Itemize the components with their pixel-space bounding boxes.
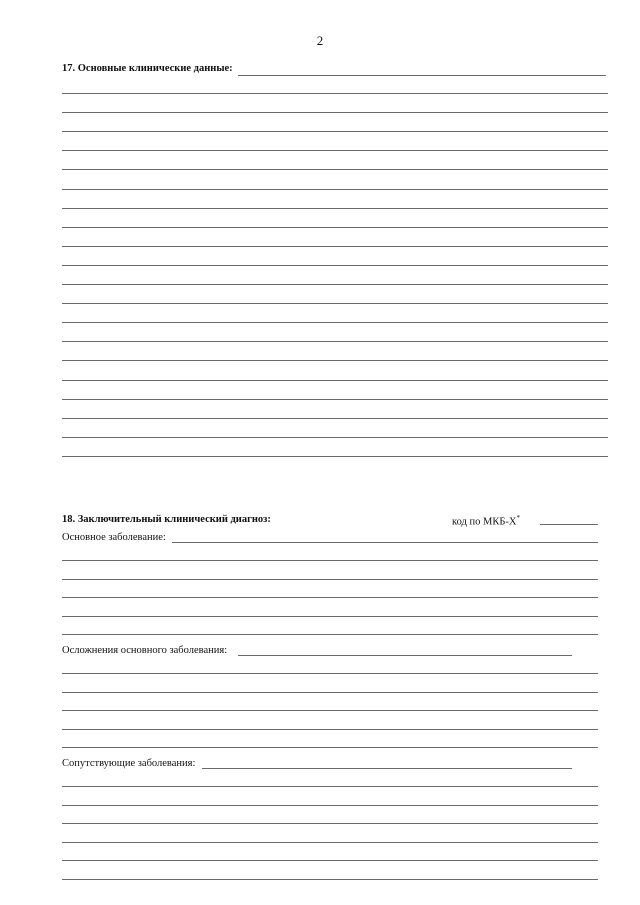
blank-line[interactable]: [62, 131, 608, 132]
blank-line[interactable]: [62, 169, 608, 170]
blank-line[interactable]: [62, 208, 608, 209]
blank-line[interactable]: [62, 597, 598, 598]
blank-line[interactable]: [62, 246, 608, 247]
icd-code-field[interactable]: [540, 524, 598, 525]
clinical-data-line[interactable]: [238, 75, 606, 76]
blank-line[interactable]: [62, 437, 608, 438]
blank-line[interactable]: [62, 747, 598, 748]
blank-line[interactable]: [62, 560, 598, 561]
blank-line[interactable]: [62, 805, 598, 806]
icd-footnote-mark: *: [516, 514, 520, 522]
main-disease-label: Основное заболевание:: [62, 532, 169, 543]
blank-line[interactable]: [62, 303, 608, 304]
blank-line[interactable]: [62, 284, 608, 285]
blank-line[interactable]: [62, 673, 598, 674]
blank-line[interactable]: [62, 729, 598, 730]
main-disease-line[interactable]: [172, 542, 598, 543]
blank-line[interactable]: [62, 879, 598, 880]
blank-line[interactable]: [62, 579, 598, 580]
page-number: 2: [316, 33, 324, 48]
blank-line[interactable]: [62, 786, 598, 787]
blank-line[interactable]: [62, 380, 608, 381]
blank-line[interactable]: [62, 399, 608, 400]
blank-line[interactable]: [62, 634, 598, 635]
blank-line[interactable]: [62, 265, 608, 266]
section-18-title: 18. Заключительный клинический диагноз:: [62, 514, 274, 525]
blank-line[interactable]: [62, 692, 598, 693]
blank-line[interactable]: [62, 189, 608, 190]
icd-code-label: код по МКБ-Х*: [452, 514, 523, 528]
complications-label: Осложнения основного заболевания:: [62, 645, 230, 656]
blank-line[interactable]: [62, 227, 608, 228]
complications-line[interactable]: [238, 655, 572, 656]
concomitant-line[interactable]: [202, 768, 572, 769]
blank-line[interactable]: [62, 322, 608, 323]
blank-line[interactable]: [62, 341, 608, 342]
blank-line[interactable]: [62, 360, 608, 361]
blank-line[interactable]: [62, 150, 608, 151]
blank-line[interactable]: [62, 456, 608, 457]
blank-line[interactable]: [62, 823, 598, 824]
concomitant-label: Сопутствующие заболевания:: [62, 758, 198, 769]
blank-line[interactable]: [62, 93, 608, 94]
blank-line[interactable]: [62, 112, 608, 113]
blank-line[interactable]: [62, 710, 598, 711]
section-17-title: 17. Основные клинические данные:: [62, 63, 236, 74]
blank-line[interactable]: [62, 842, 598, 843]
blank-line[interactable]: [62, 616, 598, 617]
blank-line[interactable]: [62, 418, 608, 419]
blank-line[interactable]: [62, 860, 598, 861]
